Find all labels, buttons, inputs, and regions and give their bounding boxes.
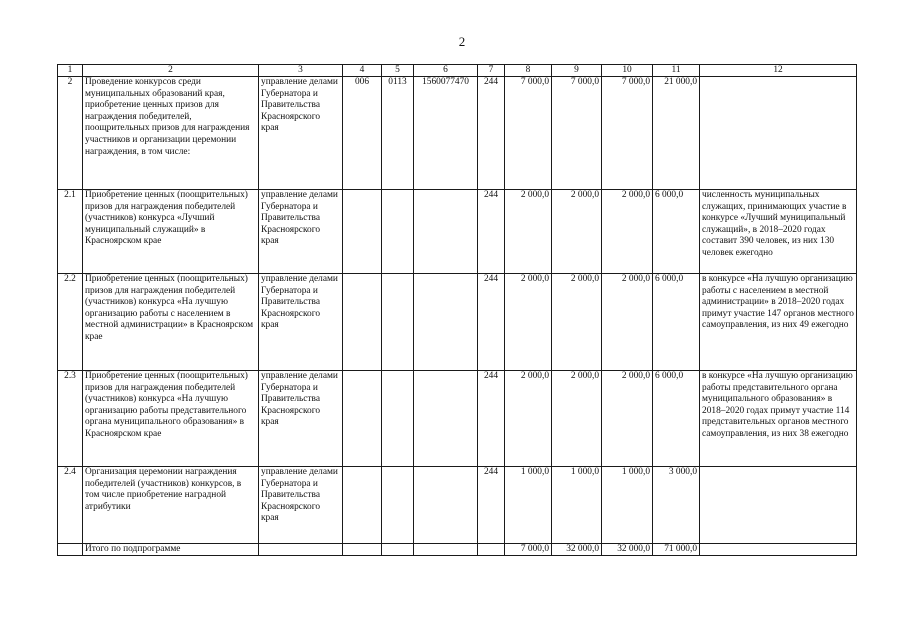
amount-2020: 2 000,0 [602, 274, 653, 371]
header-cell: 5 [382, 65, 414, 77]
executor: управление делами Губернатора и Правительства Красноярского края [259, 467, 343, 544]
expected-result [700, 467, 857, 544]
total-label: Итого по подпрограмме [83, 544, 259, 556]
executor: управление делами Губернатора и Правительства Красноярского края [259, 371, 343, 467]
section-code: 0113 [382, 77, 414, 190]
empty-cell [414, 544, 478, 556]
amount-total: 6 000,0 [653, 371, 700, 467]
amount-2019: 7 000,0 [552, 77, 602, 190]
activity-name: Приобретение ценных (поощрительных) призов для награждения победителей (участников) конкурса «На лучшую организацию работы с населением в местной администрации» в Красноярском крае [83, 274, 259, 371]
activity-name: Проведение конкурсов среди муниципальных образований края, приобретение ценных призов для награждения победителей, поощрительных призов для награждения участников и организации церемонии награждения, в том числе: [83, 77, 259, 190]
expected-result [700, 77, 857, 190]
header-cell: 11 [653, 65, 700, 77]
expected-result: в конкурсе «На лучшую организацию работы с населением в местной администрации» в 2018–2020 годах примут участие 147 органов местного самоуправления, из них 49 ежегодно [700, 274, 857, 371]
row-number: 2 [58, 77, 83, 190]
amount-2020: 2 000,0 [602, 371, 653, 467]
expected-result: численность муниципальных служащих, принимающих участие в конкурсе «Лучший муниципальный служащий», в 2018–2020 годах составит 390 человек, из них 130 человек ежегодно [700, 190, 857, 274]
amount-2019: 2 000,0 [552, 190, 602, 274]
amount-2020: 7 000,0 [602, 77, 653, 190]
table-row [58, 467, 857, 544]
expense-type-code: 244 [478, 371, 505, 467]
expense-type-code: 244 [478, 467, 505, 544]
section-code [382, 274, 414, 371]
row-number: 2.1 [58, 190, 83, 274]
total-sum: 71 000,0 [653, 544, 700, 556]
empty-cell [343, 544, 382, 556]
grbs-code [343, 274, 382, 371]
target-item-code [414, 190, 478, 274]
empty-cell [700, 544, 857, 556]
expense-type-code: 244 [478, 190, 505, 274]
amount-2018: 1 000,0 [505, 467, 552, 544]
empty-cell [478, 544, 505, 556]
total-2020: 32 000,0 [602, 544, 653, 556]
grbs-code: 006 [343, 77, 382, 190]
total-row [58, 544, 857, 556]
row-number: 2.4 [58, 467, 83, 544]
header-cell: 7 [478, 65, 505, 77]
amount-2019: 2 000,0 [552, 371, 602, 467]
page-number: 2 [458, 34, 466, 49]
executor: управление делами Губернатора и Правительства Красноярского края [259, 274, 343, 371]
executor: управление делами Губернатора и Правительства Красноярского края [259, 77, 343, 190]
amount-total: 6 000,0 [653, 190, 700, 274]
amount-2018: 2 000,0 [505, 274, 552, 371]
expected-result: в конкурсе «На лучшую организацию работы представительного органа муниципального образования» в 2018–2020 годах примут участие 114 представительных органов местного самоуправления, из них 38 ежегодно [700, 371, 857, 467]
amount-2020: 2 000,0 [602, 190, 653, 274]
section-code [382, 467, 414, 544]
header-cell: 6 [414, 65, 478, 77]
expense-type-code: 244 [478, 274, 505, 371]
row-number: 2.3 [58, 371, 83, 467]
program-activities-table [57, 64, 857, 556]
amount-2018: 2 000,0 [505, 371, 552, 467]
table-row [58, 274, 857, 371]
target-item-code [414, 467, 478, 544]
total-2018: 7 000,0 [505, 544, 552, 556]
header-cell: 1 [58, 65, 83, 77]
amount-2019: 1 000,0 [552, 467, 602, 544]
header-cell: 4 [343, 65, 382, 77]
header-cell: 10 [602, 65, 653, 77]
amount-total: 21 000,0 [653, 77, 700, 190]
amount-2018: 7 000,0 [505, 77, 552, 190]
grbs-code [343, 371, 382, 467]
amount-2018: 2 000,0 [505, 190, 552, 274]
header-cell: 12 [700, 65, 857, 77]
target-item-code [414, 274, 478, 371]
grbs-code [343, 190, 382, 274]
amount-total: 6 000,0 [653, 274, 700, 371]
section-code [382, 371, 414, 467]
total-2019: 32 000,0 [552, 544, 602, 556]
section-code [382, 190, 414, 274]
empty-cell [58, 544, 83, 556]
target-item-code [414, 371, 478, 467]
activity-name: Приобретение ценных (поощрительных) призов для награждения победителей (участников) конкурса «На лучшую организацию работы представительного органа муниципального образования» в Красноярском крае [83, 371, 259, 467]
activity-name: Приобретение ценных (поощрительных) призов для награждения победителей (участников) конкурса «Лучший муниципальный служащий» в Красноярском крае [83, 190, 259, 274]
activity-name: Организация церемонии награждения победителей (участников) конкурсов, в том числе приобретение наградной атрибутики [83, 467, 259, 544]
table-header-row [58, 65, 857, 77]
grbs-code [343, 467, 382, 544]
table-row [58, 77, 857, 190]
header-cell: 2 [83, 65, 259, 77]
amount-2020: 1 000,0 [602, 467, 653, 544]
row-number: 2.2 [58, 274, 83, 371]
expense-type-code: 244 [478, 77, 505, 190]
table-row [58, 371, 857, 467]
empty-cell [259, 544, 343, 556]
header-cell: 3 [259, 65, 343, 77]
header-cell: 8 [505, 65, 552, 77]
executor: управление делами Губернатора и Правительства Красноярского края [259, 190, 343, 274]
amount-2019: 2 000,0 [552, 274, 602, 371]
target-item-code: 1560077470 [414, 77, 478, 190]
empty-cell [382, 544, 414, 556]
header-cell: 9 [552, 65, 602, 77]
amount-total: 3 000,0 [653, 467, 700, 544]
table-row [58, 190, 857, 274]
